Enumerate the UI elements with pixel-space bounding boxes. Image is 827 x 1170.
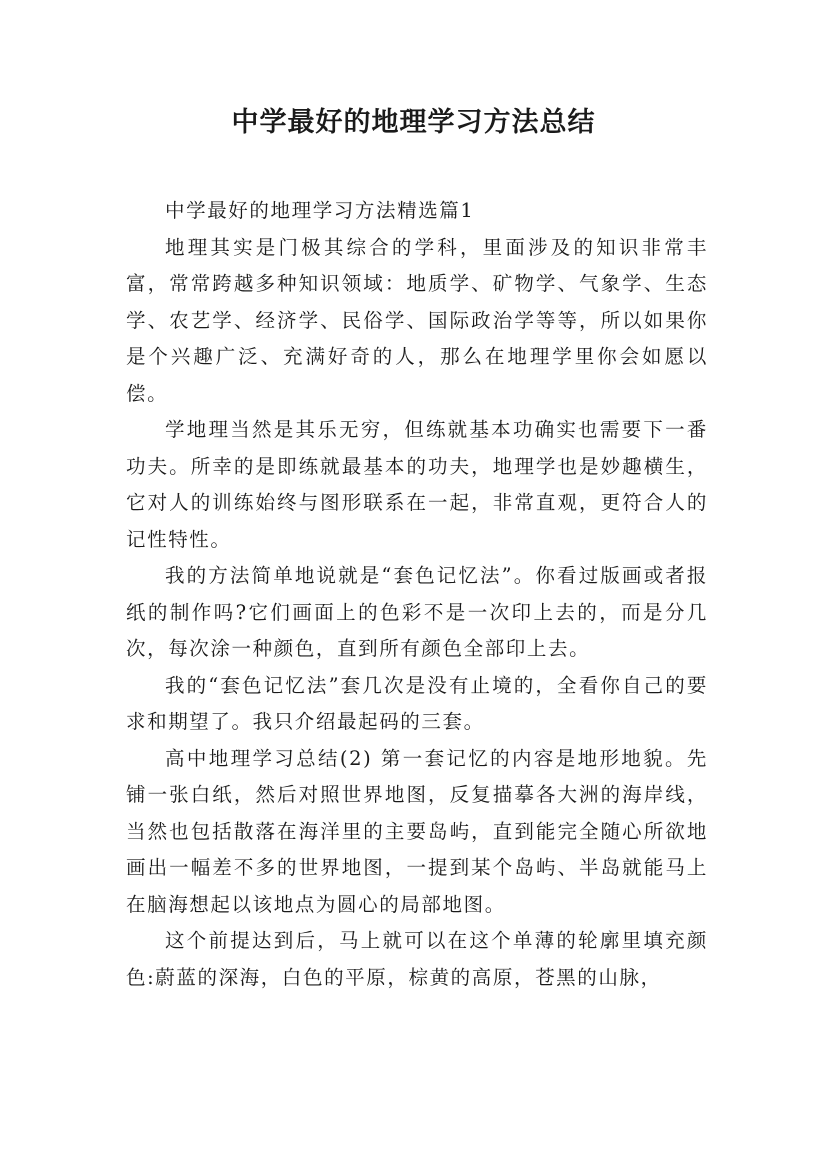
paragraph-1: 地理其实是门极其综合的学科，里面涉及的知识非常丰富，常常跨越多种知识领域：地质学、矿物学、气象学、生态学、农艺学、经济学、民俗学、国际政治学等等，所以如果你是个兴趣广泛、充满好奇的人，那么在地理学里你会如愿以偿。	[126, 235, 708, 405]
paragraph-4: 我的“套色记忆法”套几次是没有止境的，全看你自己的要求和期望了。我只介绍最起码的三套。	[126, 673, 708, 733]
paragraph-6: 这个前提达到后，马上就可以在这个单薄的轮廓里填充颜色:蔚蓝的深海，白色的平原，棕黄的高原，苍黑的山脉，	[126, 929, 708, 989]
paragraph-3: 我的方法简单地说就是“套色记忆法”。你看过版画或者报纸的制作吗?它们画面上的色彩不是一次印上去的，而是分几次，每次涂一种颜色，直到所有颜色全部印上去。	[126, 564, 708, 660]
document-title: 中学最好的地理学习方法总结	[231, 107, 596, 138]
paragraph-2: 学地理当然是其乐无穷，但练就基本功确实也需要下一番功夫。所幸的是即练就最基本的功夫，地理学也是妙趣横生，它对人的训练始终与图形联系在一起，非常直观，更符合人的记性特性。	[126, 418, 708, 551]
document-body	[126, 193, 708, 996]
section-heading: 中学最好的地理学习方法精选篇1	[165, 199, 475, 222]
paragraph-5: 高中地理学习总结(2) 第一套记忆的内容是地形地貌。先铺一张白纸，然后对照世界地图，反复描摹各大洲的海岸线，当然也包括散落在海洋里的主要岛屿，直到能完全随心所欲地画出一幅差不多的世界地图，一提到某个岛屿、半岛就能马上在脑海想起以该地点为圆心的局部地图。	[126, 746, 708, 916]
